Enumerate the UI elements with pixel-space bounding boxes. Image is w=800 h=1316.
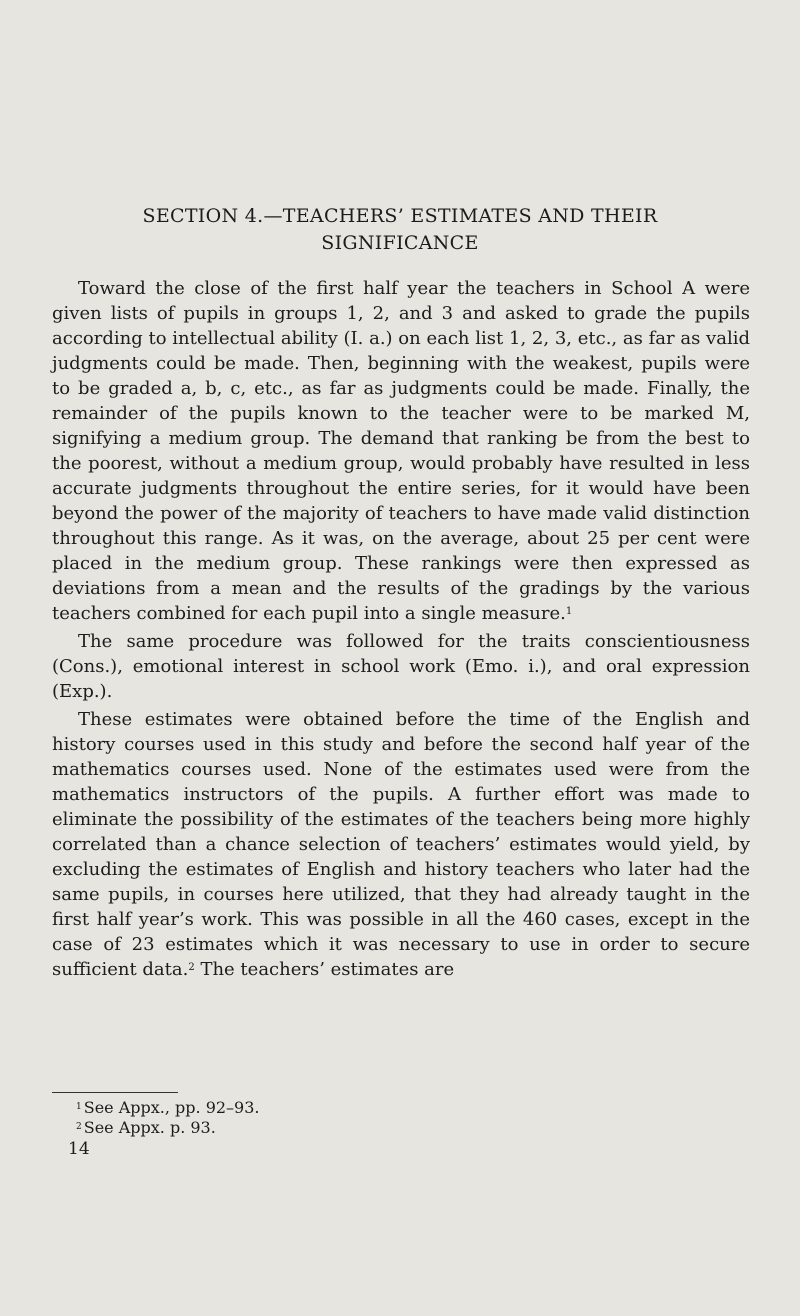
section-heading — [40, 203, 760, 257]
footnote-ref-2: 2 — [188, 962, 195, 973]
footnote-1 — [52, 1098, 652, 1118]
page-number: 14 — [68, 1139, 90, 1159]
footnote-2-text: See Appx. p. 93. — [83, 1118, 216, 1137]
paragraph-2 — [52, 629, 750, 704]
footnote-1-mark: 1 — [76, 1102, 82, 1112]
paragraph-3-text: These estimates were obtained before the time of the English and history courses used in this study and before the second half year of the mathematics courses used. None of the estimates used were from the mathematics instructors of the pupils. A further effort was made to eliminate the possibility of the estimates of the teachers being more highly correlated than a chance selection of teachers’ estimates would yield, by excluding the estimates of English and history teachers who later had the same pupils, in courses here utilized, that they had already taught in the first half year’s work. This was possible in all the 460 cases, except in the case of 23 estimates which it was necessary to use in order to secure sufficient data. — [52, 709, 750, 980]
footnote-ref-1: 1 — [565, 606, 573, 617]
section-heading-line-1: SECTION 4.—TEACHERS’ ESTIMATES AND THEIR — [142, 205, 658, 227]
footnote-rule — [52, 1092, 178, 1093]
footnote-2 — [52, 1118, 652, 1138]
paragraph-2-text: The same procedure was followed for the traits conscientiousness (Cons.), emotional interest in school work (Emo. i.), and oral expression (Exp.). — [52, 631, 750, 702]
paragraph-1-text: Toward the close of the first half year the teachers in School A were given lists of pupils in groups 1, 2, and 3 and asked to grade the pupils according to intellectual ability (I. a.) on each list 1, 2, 3, etc., as far as valid judgments could be made. Then, beginning with the weakest, pupils were to be graded a, b, c, etc., as far as judgments could be made. Finally, the remainder of the pupils known to the teacher were to be marked M, signifying a medium group. The demand that ranking be from the best to the poorest, without a medium group, would probably have resulted in less accurate judgments throughout the entire series, for it would have been beyond the power of the majority of teachers to have made valid distinction throughout this range. As it was, on the average, about 25 per cent were placed in the medium group. These rankings were then expressed as deviations from a mean and the results of the gradings by the various teachers combined for each pupil into a single measure. — [52, 278, 750, 624]
paragraph-1 — [52, 276, 750, 626]
footnote-2-mark: 2 — [76, 1122, 82, 1132]
body-text — [52, 276, 750, 982]
paragraph-3 — [52, 707, 750, 982]
paragraph-3-tail: The teachers’ estimates are — [194, 959, 455, 980]
footnotes — [52, 1098, 652, 1138]
section-heading-line-2: SIGNIFICANCE — [321, 232, 479, 254]
footnote-1-text: See Appx., pp. 92–93. — [83, 1098, 260, 1117]
